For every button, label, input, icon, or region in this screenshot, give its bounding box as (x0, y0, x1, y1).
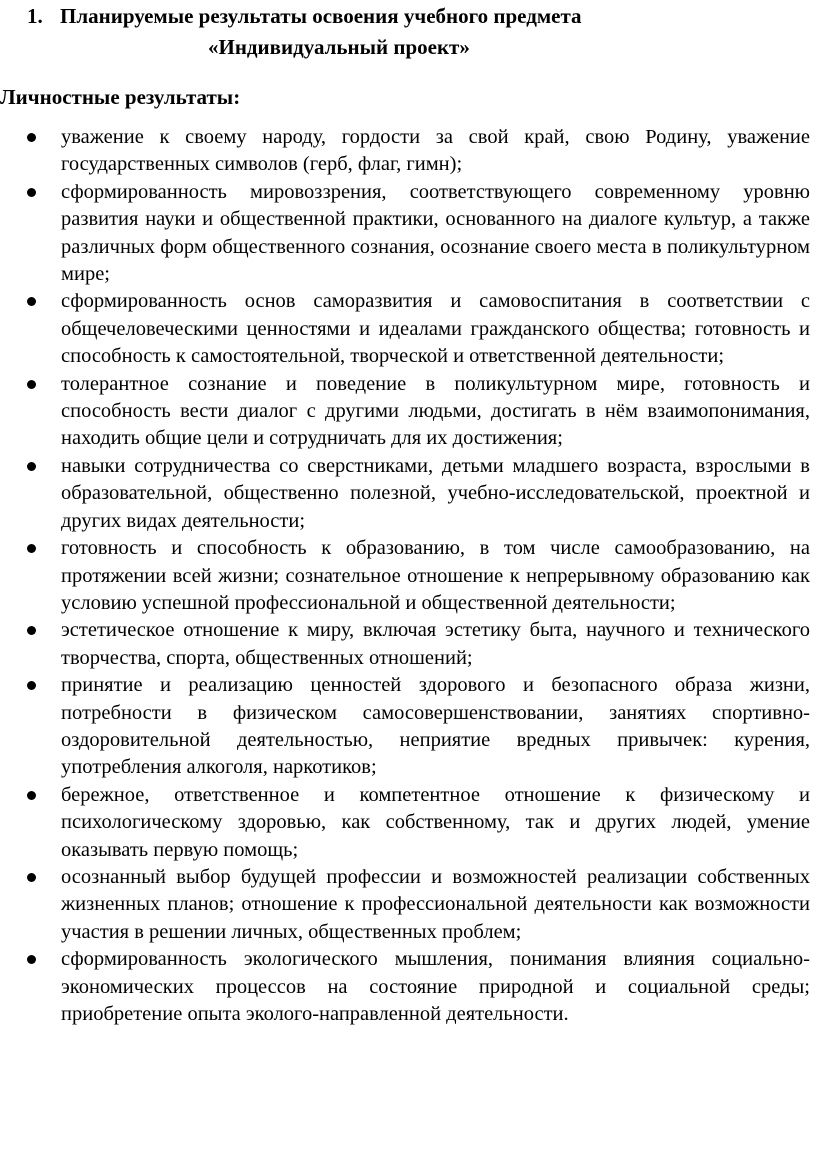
list-item-text: принятие и реализацию ценностей здорового и безопасного образа жизни, потребности в физическом самосовершенствовании, занятиях спортивно-оздоровительной деятельностью, неприятие вредных привычек: курения, употребления алкоголя, наркотиков; (61, 674, 810, 779)
bullet-icon (27, 626, 36, 635)
list-item-text: уважение к своему народу, гордости за свой край, свою Родину, уважение государственных символов (герб, флаг, гимн); (61, 126, 810, 176)
list-item-text: сформированность мировоззрения, соответствующего современному уровню развития науки и общественной практики, основанного на диалоге культур, а также различных форм общественного сознания, осознание своего места в поликультурном мире; (61, 180, 810, 286)
bullet-icon (27, 188, 36, 197)
bullet-icon (27, 544, 36, 553)
results-list (0, 124, 816, 1028)
list-item (0, 124, 816, 179)
list-item-text: эстетическое отношение к миру, включая эстетику быта, научного и технического творчества, спорта, общественных отношений; (61, 619, 810, 669)
list-item (0, 179, 816, 289)
list-item-text: бережное, ответственное и компетентное отношение к физическому и психологическому здоровью, как собственному, так и других людей, умение оказывать первую помощь; (61, 783, 810, 861)
list-item-text: навыки сотрудничества со сверстниками, детьми младшего возраста, взрослыми в образовательной, общественно полезной, учебно-исследовательской, проектной и других видах деятельности; (61, 454, 810, 532)
bullet-icon (27, 955, 36, 964)
section-title: Личностные результаты: (0, 85, 241, 109)
heading-title-text: Планируемые результаты освоения учебного предмета (60, 4, 582, 28)
bullet-icon (27, 297, 36, 306)
list-item (0, 864, 816, 946)
list-item (0, 453, 816, 535)
list-item (0, 371, 816, 453)
heading-number: 1. (27, 4, 43, 28)
list-item (0, 672, 816, 782)
list-item (0, 946, 816, 1028)
list-item (0, 288, 816, 370)
bullet-icon (27, 380, 36, 389)
bullet-icon (27, 462, 36, 471)
bullet-icon (27, 873, 36, 882)
list-item-text: сформированность экологического мышления, понимания влияния социально-экономических процессов на состояние природной и социальной среды; приобретение опыта эколого-направленной деятельности. (61, 948, 810, 1025)
bullet-icon (27, 133, 36, 142)
list-item (0, 617, 816, 672)
list-item-text: осознанный выбор будущей профессии и возможностей реализации собственных жизненных планов; отношение к профессиональной деятельности как возможности участия в решении личных, общественных проблем; (61, 865, 810, 943)
list-item-text: сформированность основ саморазвития и самовоспитания в соответствии с общечеловеческими ценностями и идеалами гражданского общества; готовность и способность к самостоятельной, творческой и ответственной деятельности; (61, 290, 810, 368)
heading-title (27, 4, 582, 29)
heading-subject-name: «Индивидуальный проект» (208, 35, 470, 59)
list-item-text: готовность и способность к образованию, в том числе самообразованию, на протяжении всей жизни; сознательное отношение к непрерывному образованию как условию успешной профессиональной и общественной деятельности; (61, 537, 810, 614)
list-item-text: толерантное сознание и поведение в поликультурном мире, готовность и способность вести диалог с другими людьми, достигать в нём взаимопонимания, находить общие цели и сотрудничать для их достижения; (61, 372, 810, 450)
bullet-icon (27, 681, 36, 690)
list-item (0, 782, 816, 864)
list-item (0, 535, 816, 617)
bullet-icon (27, 791, 36, 800)
